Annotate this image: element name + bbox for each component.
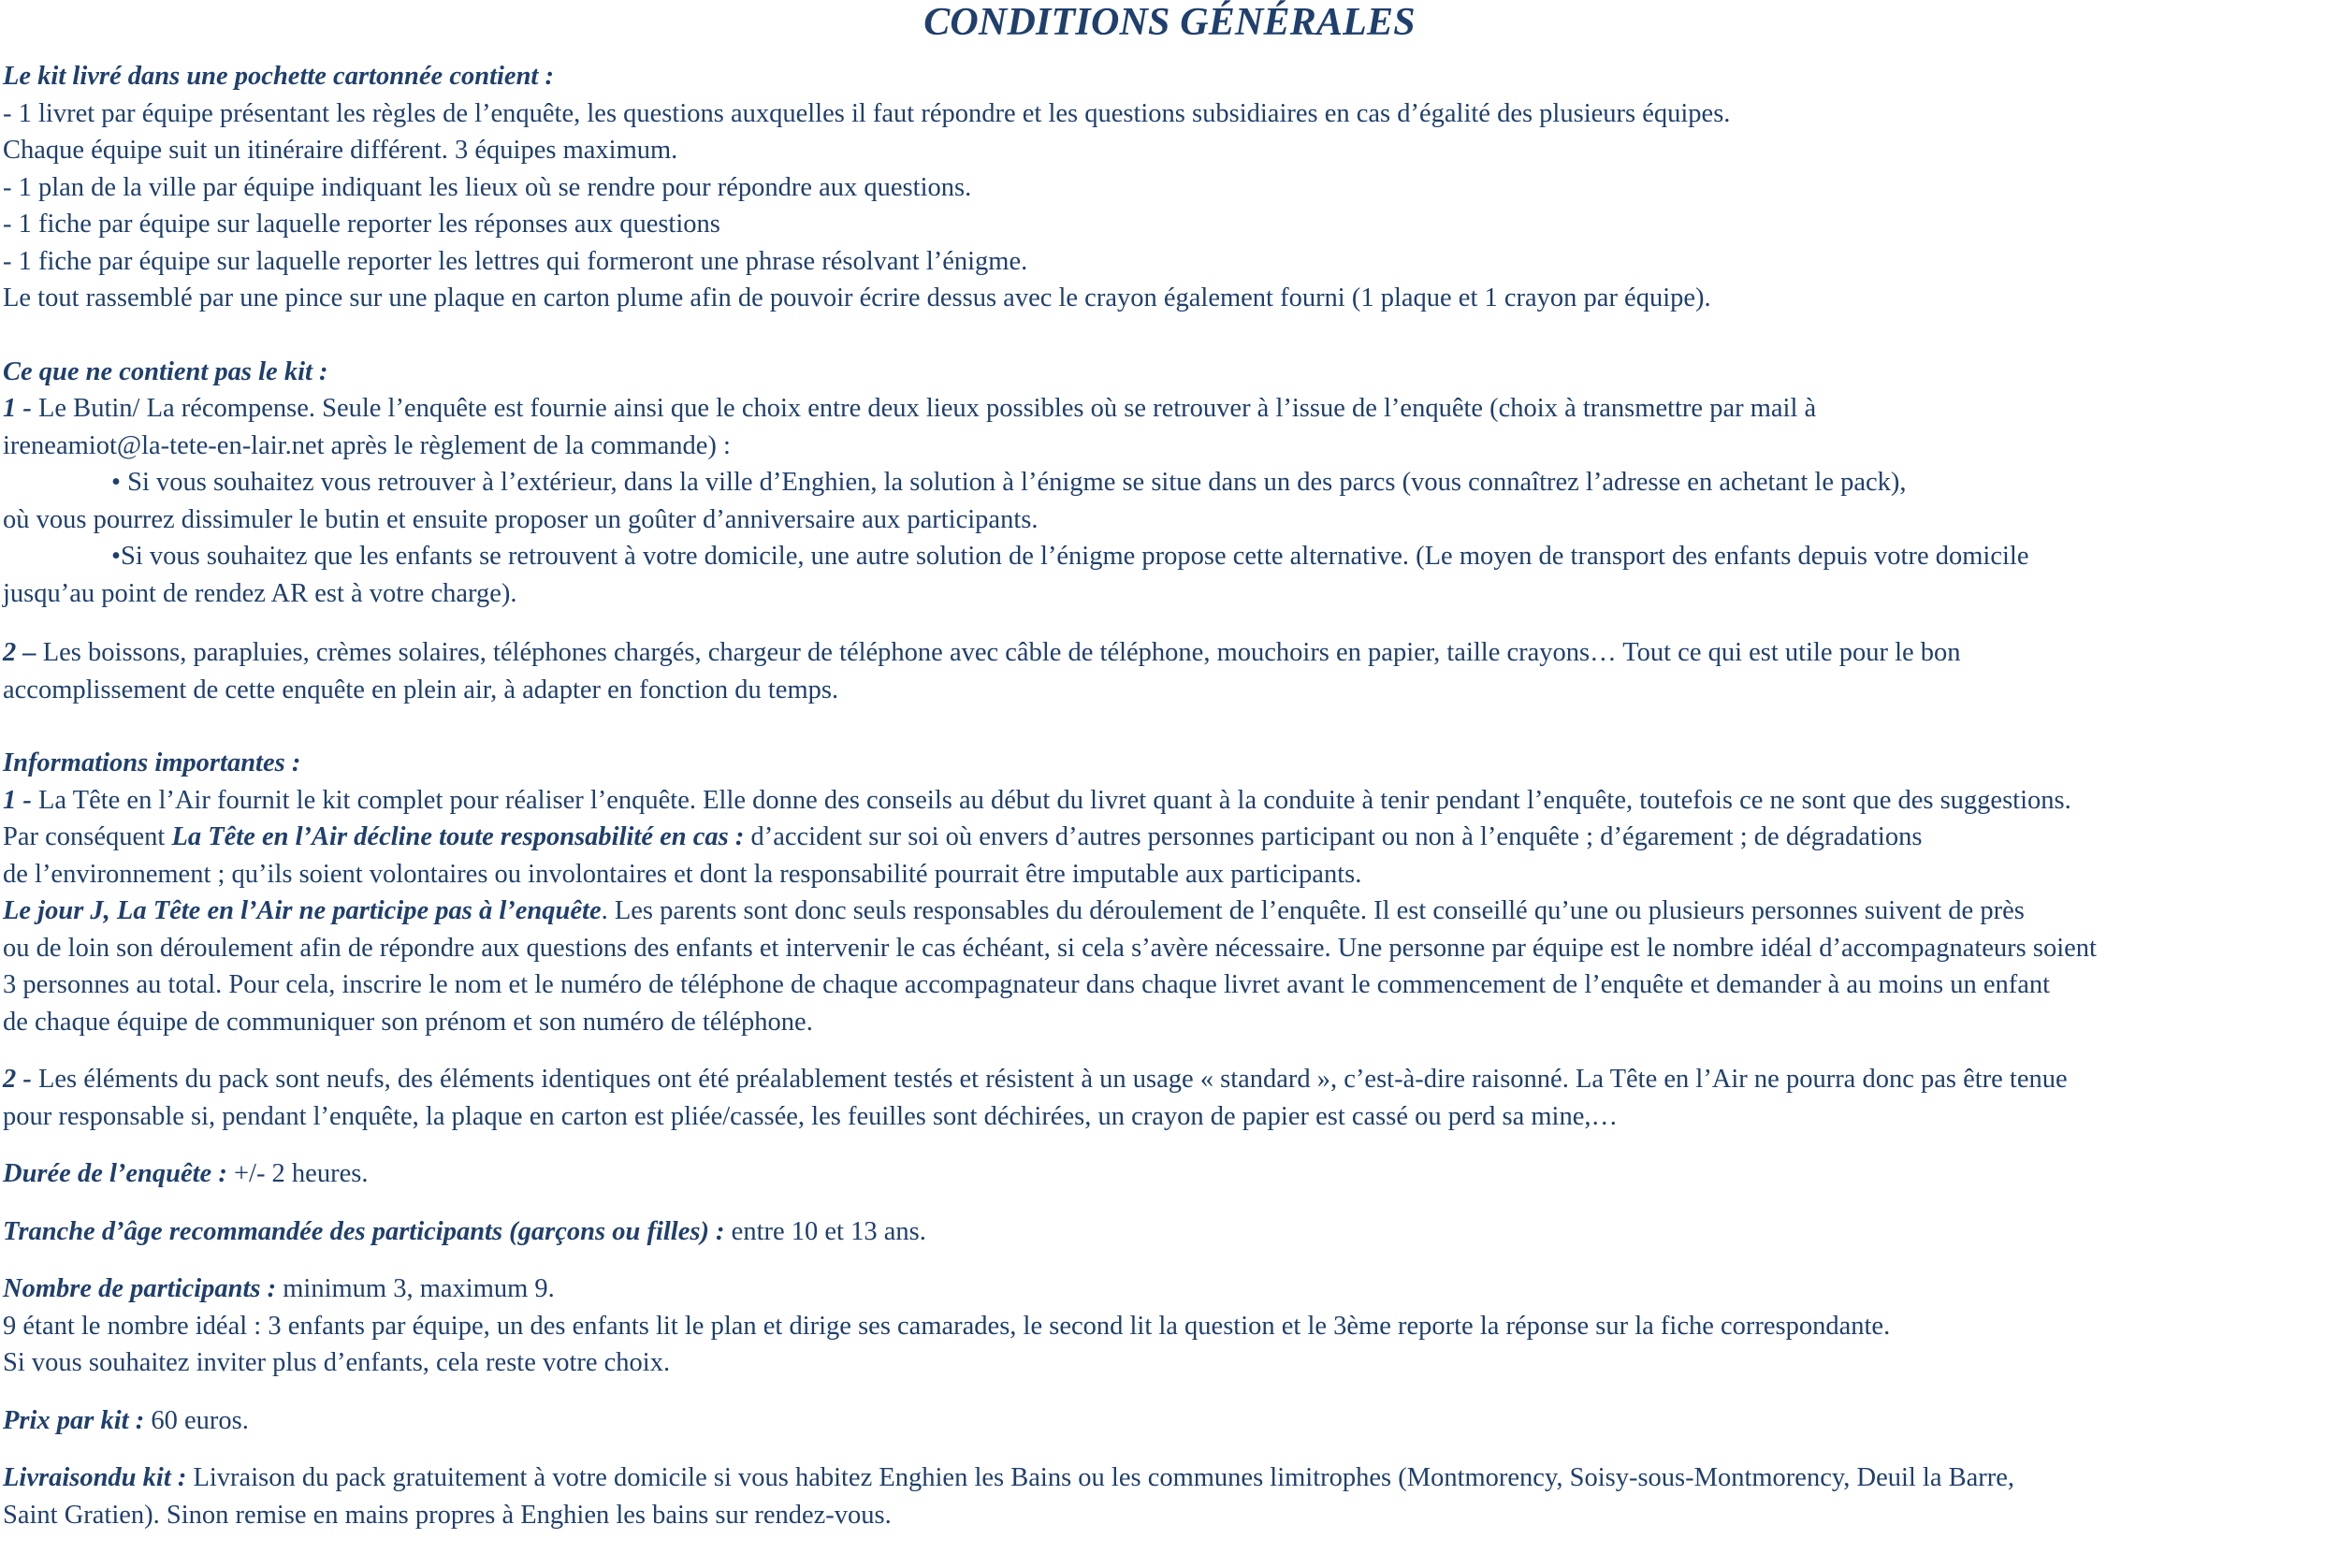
text: d’accident sur soi où envers d’autres personnes participant ou non à l’enquête ; d’égarement ; de dégradations <box>744 822 1923 851</box>
bullet-outdoor: • Si vous souhaitez vous retrouver à l’extérieur, dans la ville d’Enghien, la solution à l’énigme se situe dans un des parcs (vous connaîtrez l’adresse en achetant le pack), <box>111 468 1907 497</box>
duration-line <box>3 1155 2336 1193</box>
email-line: ireneamiot@la-tete-en-lair.net après le règlement de la commande) : <box>3 430 731 460</box>
kit-item: Chaque équipe suit un itinéraire différent. 3 équipes maximum. <box>3 136 678 165</box>
participants-label: Nombre de participants : <box>3 1274 277 1303</box>
important-heading: Informations importantes : <box>3 748 301 777</box>
important-item-2 <box>3 1061 2336 1098</box>
kit-item: Le tout rassemblé par une pince sur une plaque en carton plume afin de pouvoir écrire dessus avec le crayon également fourni (1 plaque et 1 crayon par équipe). <box>3 283 1711 312</box>
responsibility-disclaimer: La Tête en l’Air décline toute responsabilité en cas : <box>171 822 745 851</box>
participants-detail: 9 étant le nombre idéal : 3 enfants par équipe, un des enfants lit le plan et dirige ses camarades, le second lit la question et le 3ème reporte la réponse sur la fiche correspondante. <box>3 1311 1891 1341</box>
price-value: 60 euros. <box>144 1405 249 1435</box>
day-j-notice: Le jour J, La Tête en l’Air ne participe pas à l’enquête <box>3 896 602 925</box>
participants-note: Si vous souhaitez inviter plus d’enfants, cela reste votre choix. <box>3 1348 671 1377</box>
day-j-cont: de chaque équipe de communiquer son prénom et son numéro de téléphone. <box>3 1007 813 1037</box>
participants-value: minimum 3, maximum 9. <box>276 1274 555 1303</box>
kit-item: - 1 livret par équipe présentant les règles de l’enquête, les questions auxquelles il faut répondre et les questions subsidiaires en cas d’égalité des plusieurs équipes. <box>3 98 1731 128</box>
important-item-1 <box>3 782 2336 820</box>
item-number: 2 – <box>3 638 36 667</box>
day-j-cont: 3 personnes au total. Pour cela, inscrire le nom et le numéro de téléphone de chaque accompagnateur dans chaque livret avant le commencement de l’enquête et demander à au moins un enfant <box>3 970 2051 999</box>
not-included-heading: Ce que ne contient pas le kit : <box>3 356 328 386</box>
item-text: Le Butin/ La récompense. Seule l’enquête est fournie ainsi que le choix entre deux lieux possibles où se retrouver à l’issue de l’enquête (choix à transmettre par mail à <box>31 394 1817 423</box>
duration-label: Durée de l’enquête : <box>3 1159 227 1188</box>
responsibility-cont: de l’environnement ; qu’ils soient volontaires ou involontaires et dont la responsabilité pourrait être imputable aux participants. <box>3 859 1362 889</box>
age-range-label: Tranche d’âge recommandée des participants (garçons ou filles) : <box>3 1216 725 1246</box>
duration-value: +/- 2 heures. <box>226 1159 369 1188</box>
delivery-value: Livraison du pack gratuitement à votre domicile si vous habitez Enghien les Bains ou les communes limitrophes (Montmorency, Soisy-sous-Montmorency, Deuil la Barre, <box>186 1463 2015 1492</box>
bullet-home: •Si vous souhaitez que les enfants se retrouvent à votre domicile, une autre solution de l’énigme propose cette alternative. (Le moyen de transport des enfants depuis votre domicile <box>111 542 2029 571</box>
kit-item: - 1 fiche par équipe sur laquelle reporter les réponses aux questions <box>3 210 720 239</box>
not-included-item-2 <box>3 634 2336 672</box>
text: . Les parents sont donc seuls responsables du déroulement de l’enquête. Il est conseillé qu’une ou plusieurs personnes suivent de près <box>601 896 2025 925</box>
page-title: CONDITIONS GÉNÉRALES <box>923 1 1416 44</box>
text: Par conséquent <box>3 822 172 851</box>
important-item-2-cont: pour responsable si, pendant l’enquête, la plaque en carton est pliée/cassée, les feuilles sont déchirées, un crayon de papier est cassé ou perd sa mine,… <box>3 1101 1619 1131</box>
age-range-line <box>3 1213 2336 1251</box>
age-range-value: entre 10 et 13 ans. <box>724 1216 926 1246</box>
not-included-item-2-cont: accomplissement de cette enquête en plein air, à adapter en fonction du temps. <box>3 675 839 704</box>
price-label: Prix par kit : <box>3 1405 145 1435</box>
item-number: 2 - <box>3 1065 32 1094</box>
item-number: 1 - <box>3 394 32 423</box>
kit-contents-heading: Le kit livré dans une pochette cartonnée contient : <box>3 62 554 91</box>
delivery-line <box>3 1459 2336 1497</box>
price-line <box>3 1402 2336 1440</box>
bullet-outdoor-cont: où vous pourrez dissimuler le butin et ensuite proposer un goûter d’anniversaire aux participants. <box>3 504 1039 534</box>
not-included-item-1 <box>3 390 2336 428</box>
responsibility-line <box>3 819 2336 856</box>
kit-item: - 1 plan de la ville par équipe indiquant les lieux où se rendre pour répondre aux questions. <box>3 172 972 202</box>
kit-item: - 1 fiche par équipe sur laquelle reporter les lettres qui formeront une phrase résolvant l’énigme. <box>3 246 1028 276</box>
item-text: Les éléments du pack sont neufs, des éléments identiques ont été préalablement testés et résistent à un usage « standard », c’est-à-dire raisonné. La Tête en l’Air ne pourra donc pas être tenue <box>31 1065 2068 1094</box>
day-j-line <box>3 893 2336 930</box>
kit-contents-section <box>3 58 2336 317</box>
item-text: La Tête en l’Air fournit le kit complet pour réaliser l’enquête. Elle donne des conseils au début du livret quant à la conduite à tenir pendant l’enquête, toutefois ce ne sont que des suggestions. <box>31 785 2071 815</box>
conditions-document <box>3 0 2336 1533</box>
day-j-cont: ou de loin son déroulement afin de répondre aux questions des enfants et intervenir le cas échéant, si cela s’avère nécessaire. Une personne par équipe est le nombre idéal d’accompagnateurs soient <box>3 933 2097 963</box>
item-number: 1 - <box>3 785 32 815</box>
item-text: Les boissons, parapluies, crèmes solaires, téléphones chargés, chargeur de téléphone avec câble de téléphone, mouchoirs en papier, taille crayons… Tout ce qui est utile pour le bon <box>36 638 1961 667</box>
delivery-label: Livraisondu kit : <box>3 1463 187 1492</box>
delivery-cont: Saint Gratien). Sinon remise en mains propres à Enghien les bains sur rendez-vous. <box>3 1500 892 1530</box>
not-included-section <box>3 354 2336 709</box>
important-section <box>3 745 2336 1135</box>
participants-line <box>3 1270 2336 1308</box>
bullet-home-cont: jusqu’au point de rendez AR est à votre charge). <box>3 578 517 608</box>
